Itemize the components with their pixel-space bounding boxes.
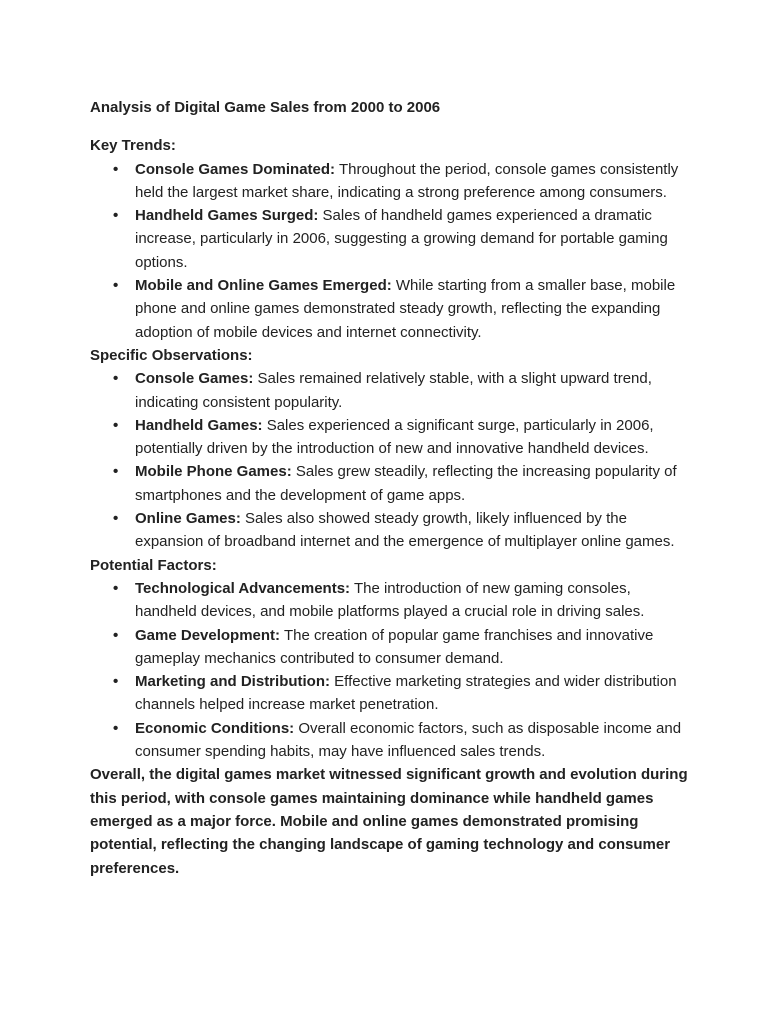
item-label: Online Games:	[135, 510, 241, 528]
bullet-icon: •	[113, 463, 119, 481]
document-title: Analysis of Digital Game Sales from 2000 to 2006	[90, 99, 441, 116]
potential-factors-list	[90, 577, 690, 763]
list-item	[113, 274, 690, 344]
item-label: Mobile Phone Games:	[135, 463, 292, 481]
list-item	[113, 670, 690, 717]
list-item	[113, 624, 690, 671]
list-item	[113, 414, 690, 461]
bullet-icon: •	[113, 277, 119, 295]
item-label: Marketing and Distribution:	[135, 673, 330, 691]
section-heading-key-trends: Key Trends:	[90, 137, 176, 155]
item-text: Sales also showed steady growth, likely influenced by the expansion of broadband internet and the emergence of multiplayer online games.	[135, 510, 675, 551]
key-trends-list	[90, 158, 690, 344]
bullet-icon: •	[113, 719, 119, 737]
bullet-icon: •	[113, 673, 119, 691]
item-text: Overall economic factors, such as disposable income and consumer spending habits, may have influenced sales trends.	[135, 719, 682, 761]
bullet-icon: •	[113, 510, 119, 528]
item-label: Game Development:	[135, 626, 281, 644]
bullet-icon: •	[113, 160, 119, 178]
item-text: Sales of handheld games experienced a dramatic increase, particularly in 2006, suggesting a growing demand for portable gaming options.	[135, 207, 668, 271]
document-body	[90, 96, 690, 880]
list-item	[113, 204, 690, 274]
section-heading-specific-observations: Specific Observations:	[90, 346, 253, 364]
list-item	[113, 717, 690, 764]
item-label: Handheld Games Surged:	[135, 207, 319, 225]
item-text: Sales experienced a significant surge, particularly in 2006, potentially driven by the introduction of new and innovative handheld devices.	[135, 416, 654, 458]
list-item	[113, 507, 690, 554]
list-item	[113, 158, 690, 205]
item-text: Sales remained relatively stable, with a slight upward trend, indicating consistent popularity.	[135, 370, 652, 411]
bullet-icon: •	[113, 579, 119, 597]
item-text: Sales grew steadily, reflecting the increasing popularity of smartphones and the development of game apps.	[135, 463, 677, 504]
list-item	[113, 460, 690, 507]
item-text: Throughout the period, console games consistently held the largest market share, indicating a strong preference among consumers.	[135, 160, 679, 201]
item-label: Economic Conditions:	[135, 719, 295, 737]
item-label: Console Games Dominated:	[135, 160, 336, 178]
bullet-icon: •	[113, 626, 119, 644]
item-text: The introduction of new gaming consoles, handheld devices, and mobile platforms played a crucial role in driving sales.	[135, 579, 645, 621]
item-label: Console Games:	[135, 370, 254, 388]
bullet-icon: •	[113, 416, 119, 434]
specific-observations-list	[90, 367, 690, 553]
item-label: Technological Advancements:	[135, 579, 351, 597]
bullet-icon: •	[113, 207, 119, 225]
section-heading-potential-factors: Potential Factors:	[90, 556, 217, 574]
item-text: The creation of popular game franchises and innovative gameplay mechanics contributed to consumer demand.	[135, 626, 654, 667]
item-label: Mobile and Online Games Emerged:	[135, 277, 392, 295]
list-item	[113, 577, 690, 624]
list-item	[113, 367, 690, 414]
item-text: While starting from a smaller base, mobile phone and online games demonstrated steady growth, reflecting the expanding adoption of mobile devices and internet connectivity.	[135, 277, 676, 341]
item-label: Handheld Games:	[135, 416, 263, 434]
overall-summary: Overall, the digital games market witnessed significant growth and evolution during this period, with console games maintaining dominance while handheld games emerged as a major force. Mobile and online games demonstrated promising potential, reflecting the changing landscape of gaming technology and consumer preferences.	[90, 766, 688, 877]
item-text: Effective marketing strategies and wider distribution channels helped increase market penetration.	[135, 673, 677, 714]
bullet-icon: •	[113, 370, 119, 388]
